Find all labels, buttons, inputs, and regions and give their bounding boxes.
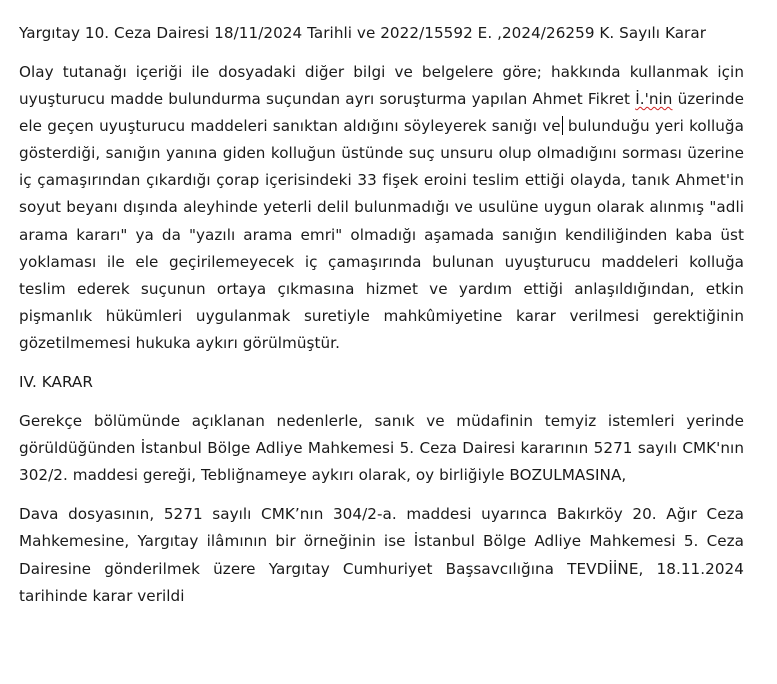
ruling-paragraph: Gerekçe bölümünde açıklanan nedenlerle, sanık ve müdafinin temyiz istemleri yerinde görüldüğünden İstanbul Bölge Adliye Mahkemesi 5. Ceza Dairesi kararının 5271 sayılı CMK'nın 302/2. maddesi gereği, Tebliğnameye aykırı olarak, oy birliğiyle BOZULMASINA, [19,412,744,485]
spellcheck-flagged-word[interactable]: İ.'nin [635,90,673,109]
referral-paragraph: Dava dosyasının, 5271 sayılı CMK’nın 304/2-a. maddesi uyarınca Bakırköy 20. Ağır Ceza Mahkemesine, Yargıtay ilâmının bir örneğinin ise İstanbul Bölge Adliye Mahkemesi 5. Ceza Dairesine gönderilmek üzere Yargıtay Cumhuriyet Başsavcılığına TEVDİİNE, 18.11.2024 tarihinde karar verildi [19,505,744,605]
findings-text-start: Olay tutanağı içeriği ile dosyadaki diğer bilgi ve belgelere göre; hakkında kullanmak için uyuşturucu madde bulundurma suçundan ayrı soruşturma yapılan Ahmet Fikret [19,63,744,109]
document-body[interactable] [19,20,744,622]
findings-text-line: üzerinde ele geçen uyuşturucu maddeleri sanıktan aldığını söyleyerek sanığı ve [19,90,744,136]
findings-text-rest: bulunduğu yeri kolluğa gösterdiği, sanığın yanına giden kolluğun üstünde suç unsuru olup olmadığını sorması üzerine iç çamaşırından çıkardığı çorap içerisindeki 33 fişek eroini teslim ettiği olayda, tanık Ahmet'in soyut beyanı dışında aleyhinde yeterli delil bulunmadığı ve usulüne uygun olarak alınmış "adli arama kararı" ya da "yazılı arama emri" olmadığı aşamada sanığın kendiliğinden kaba üst yoklaması ile ele geçirilemeyecek iç çamaşırında bulunan uyuşturucu maddeleri kolluğa teslim ederek suçunun ortaya çıkmasına hizmet ve yardım ettiği anlaşıldığından, etkin pişmanlık hükümleri uygulanmak suretiyle mahkûmiyetine karar verilmesi gerektiğinin gözetilmemesi hukuka aykırı görülmüştür. [19,117,744,352]
section-heading: IV. KARAR [19,373,93,392]
decision-title: Yargıtay 10. Ceza Dairesi 18/11/2024 Tarihli ve 2022/15592 E. ,2024/26259 K. Sayılı Karar [19,24,706,42]
findings-paragraph [19,59,744,357]
